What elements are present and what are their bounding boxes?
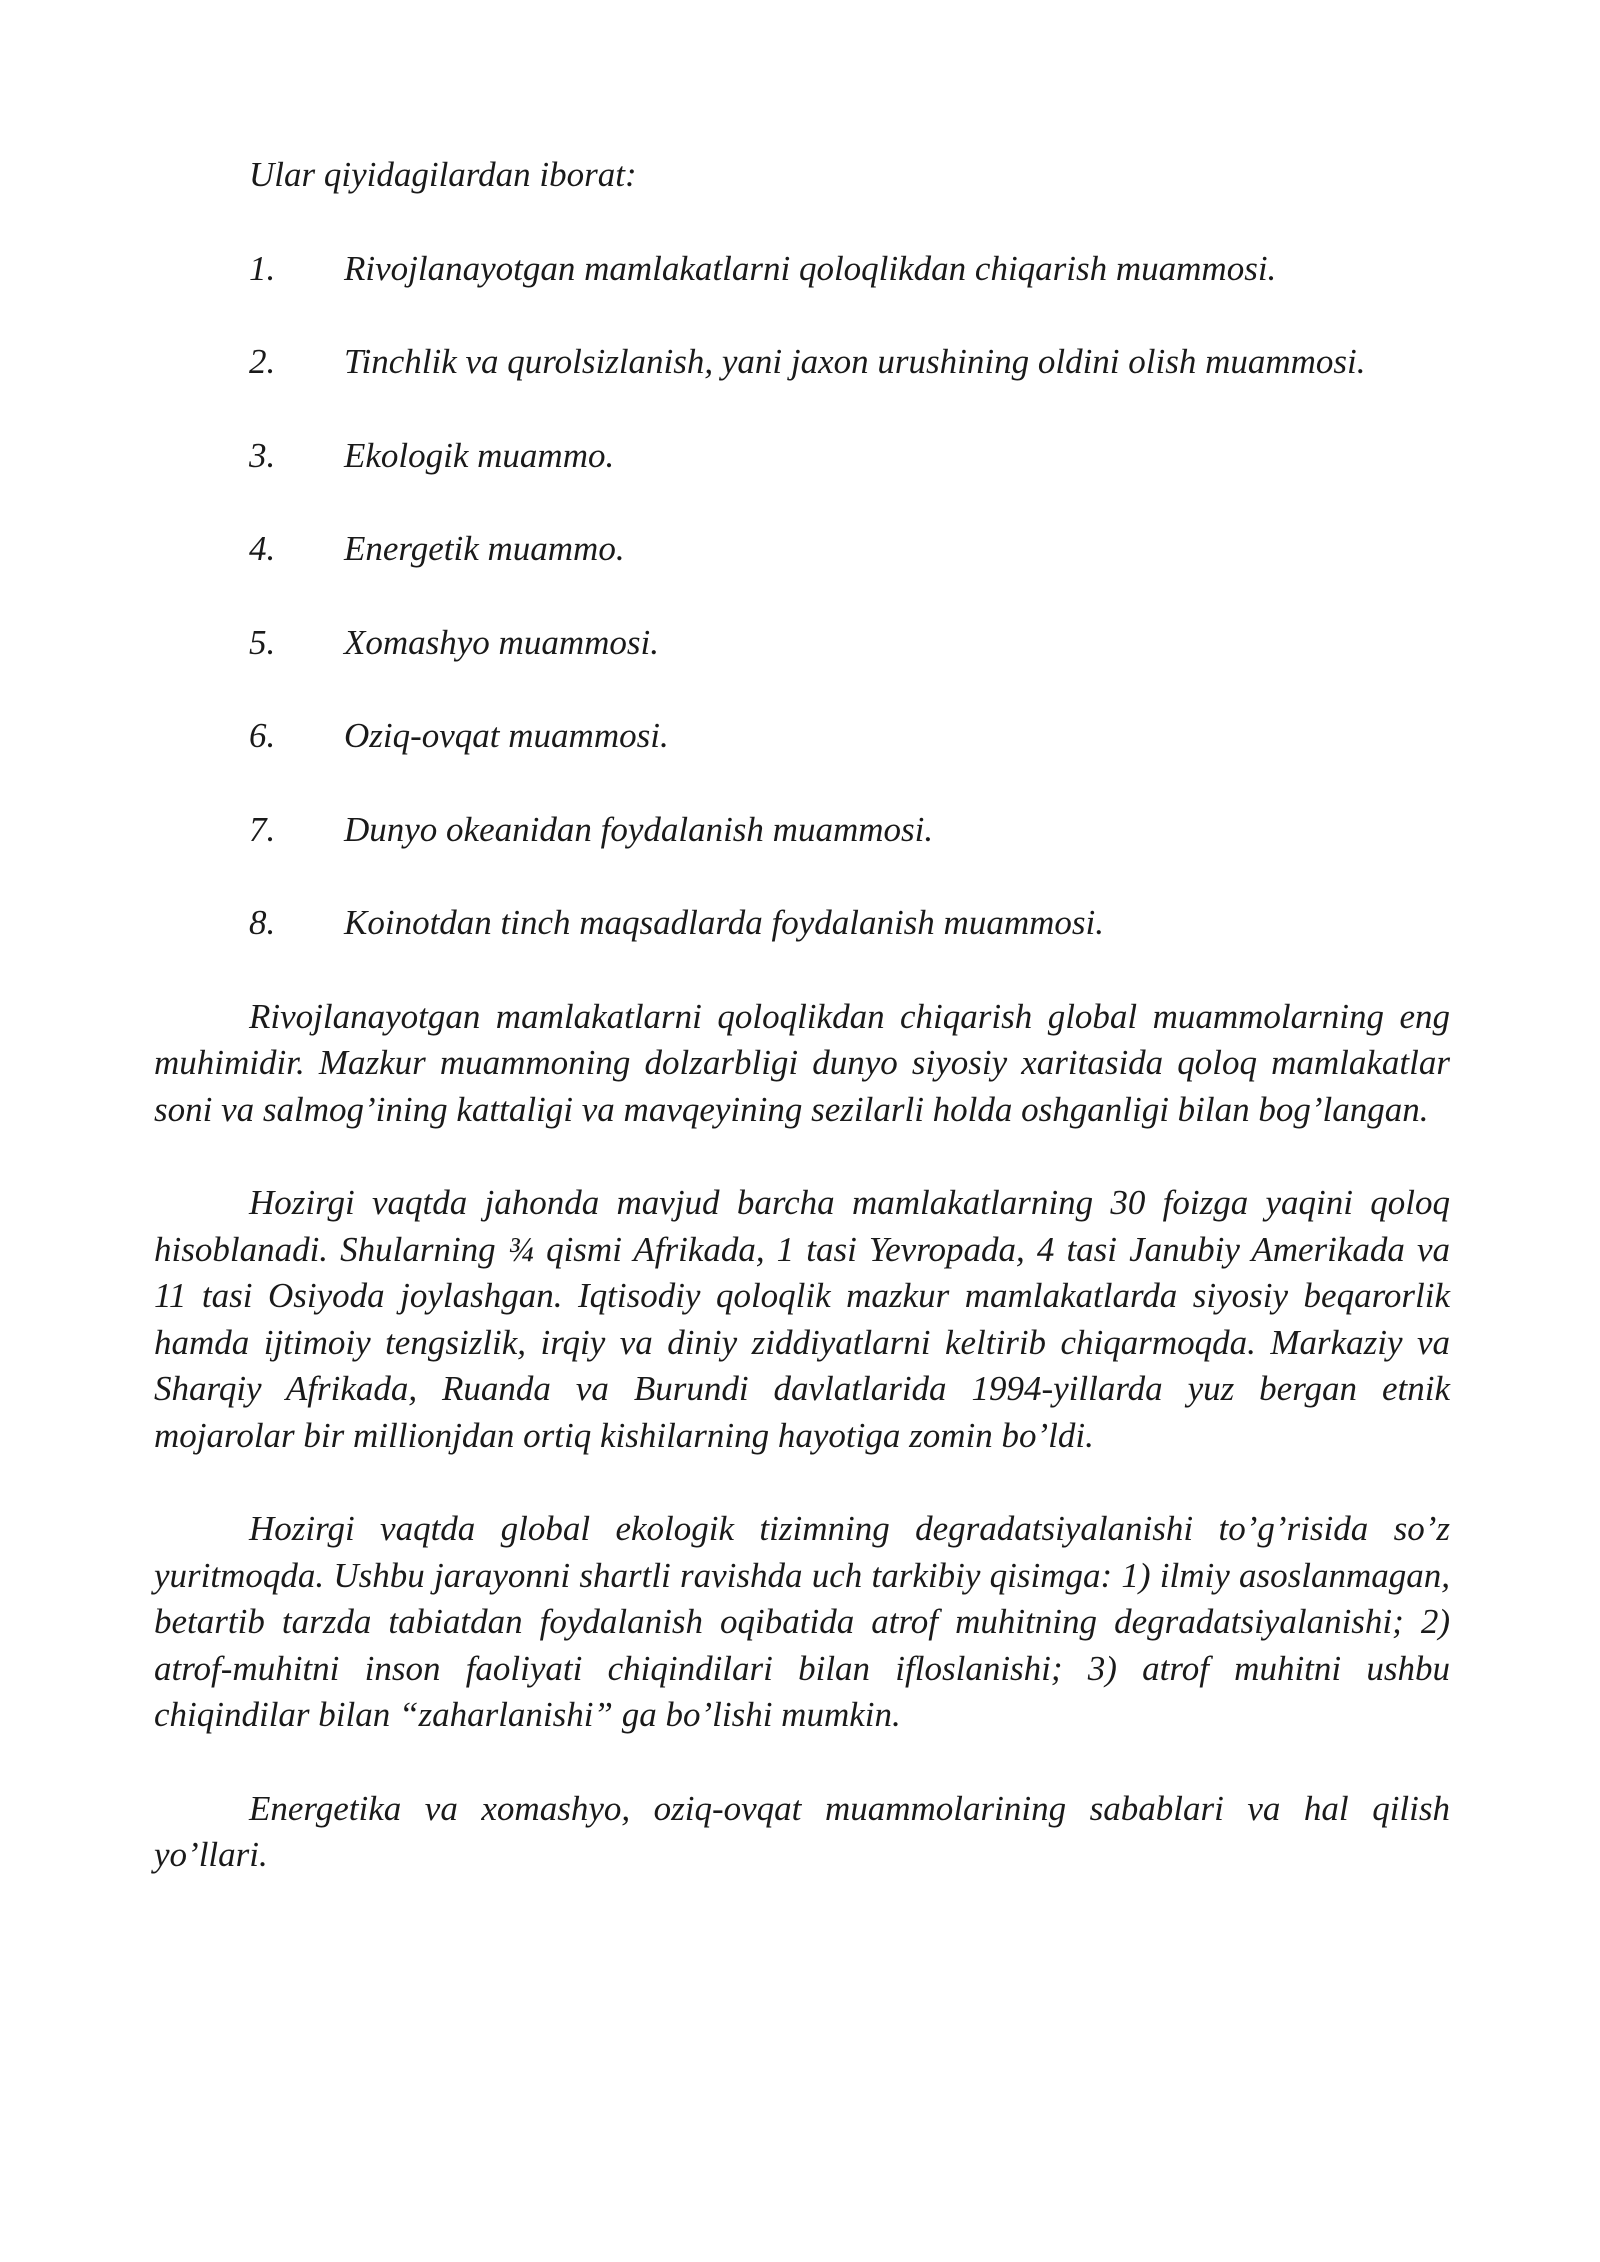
list-number: 7. (249, 809, 276, 849)
list-text: Xomashyo muammosi. (344, 622, 659, 662)
paragraph: Energetika va xomashyo, oziq-ovqat muammolarining sabablari va hal qilish yo’llari. (154, 1788, 1450, 1874)
list-item-8 (154, 900, 1450, 947)
paragraph: Hozirgi vaqtda global ekologik tizimning degradatsiyalanishi to’g’risida so’z yuritmoqda. Ushbu jarayonni shartli ravishda uch tarkibiy qisimga: 1) ilmiy asoslanmagan, betartib tarzda tabiatdan foydalanish oqibatida atrof muhitning degradatsiyalanishi; 2) atrof-muhitni inson faoliyati chiqindilari bilan ifloslanishi; 3) atrof muhitni ushbu chiqindilar bilan “zaharlanishi” ga bo’lishi mumkin. (154, 1509, 1450, 1734)
list-number: 2. (249, 342, 276, 381)
intro-text: Ular qiyidagilardan iborat: (249, 155, 637, 194)
list-item-6 (154, 713, 1450, 760)
list-item-4 (154, 526, 1450, 573)
list-text: Tinchlik va qurolsizlanish, yani jaxon urushining oldini olish muammosi. (344, 342, 1366, 381)
list-item-7 (154, 807, 1450, 854)
list-item-1 (154, 246, 1450, 293)
list-item-5 (154, 620, 1450, 667)
list-item-2 (154, 339, 1450, 386)
paragraph: Hozirgi vaqtda jahonda mavjud barcha mamlakatlarning 30 foizga yaqini qoloq hisoblanadi. Shularning ¾ qismi Afrikada, 1 tasi Yevropada, 4 tasi Janubiy Amerikada va 11 tasi Osiyoda joylashgan. Iqtisodiy qoloqlik mazkur mamlakatlarda siyosiy beqarorlik hamda ijtimoiy tengsizlik, irqiy va diniy ziddiyatlarni keltirib chiqarmoqda. Markaziy va Sharqiy Afrikada, Ruanda va Burundi davlatlarida 1994-yillarda yuz bergan etnik mojarolar bir millionjdan ortiq kishilarning hayotiga zomin bo’ldi. (154, 1183, 1450, 1455)
list-number: 3. (249, 435, 276, 475)
list-text: Ekologik muammo. (344, 435, 615, 475)
list-text: Oziq-ovqat muammosi. (344, 716, 669, 755)
list-number: 5. (249, 622, 276, 662)
list-text: Energetik muammo. (344, 529, 625, 568)
list-text: Dunyo okeanidan foydalanish muammosi. (344, 809, 934, 849)
paragraph: Rivojlanayotgan mamlakatlarni qoloqlikdan chiqarish global muammolarning eng muhimidir. Mazkur muammoning dolzarbligi dunyo siyosiy xaritasida qoloq mamlakatlar soni va salmog’ining kattaligi va mavqeyining sezilarli holda oshganligi bilan bog’langan. (154, 996, 1450, 1129)
document-page (154, 152, 1450, 1879)
list-number: 1. (249, 248, 276, 288)
list-number: 8. (249, 903, 276, 942)
list-text: Rivojlanayotgan mamlakatlarni qoloqlikdan chiqarish muammosi. (344, 248, 1277, 288)
list-number: 4. (249, 529, 276, 568)
list-text: Koinotdan tinch maqsadlarda foydalanish muammosi. (344, 903, 1104, 942)
list-item-3 (154, 433, 1450, 480)
list-number: 6. (249, 716, 276, 755)
